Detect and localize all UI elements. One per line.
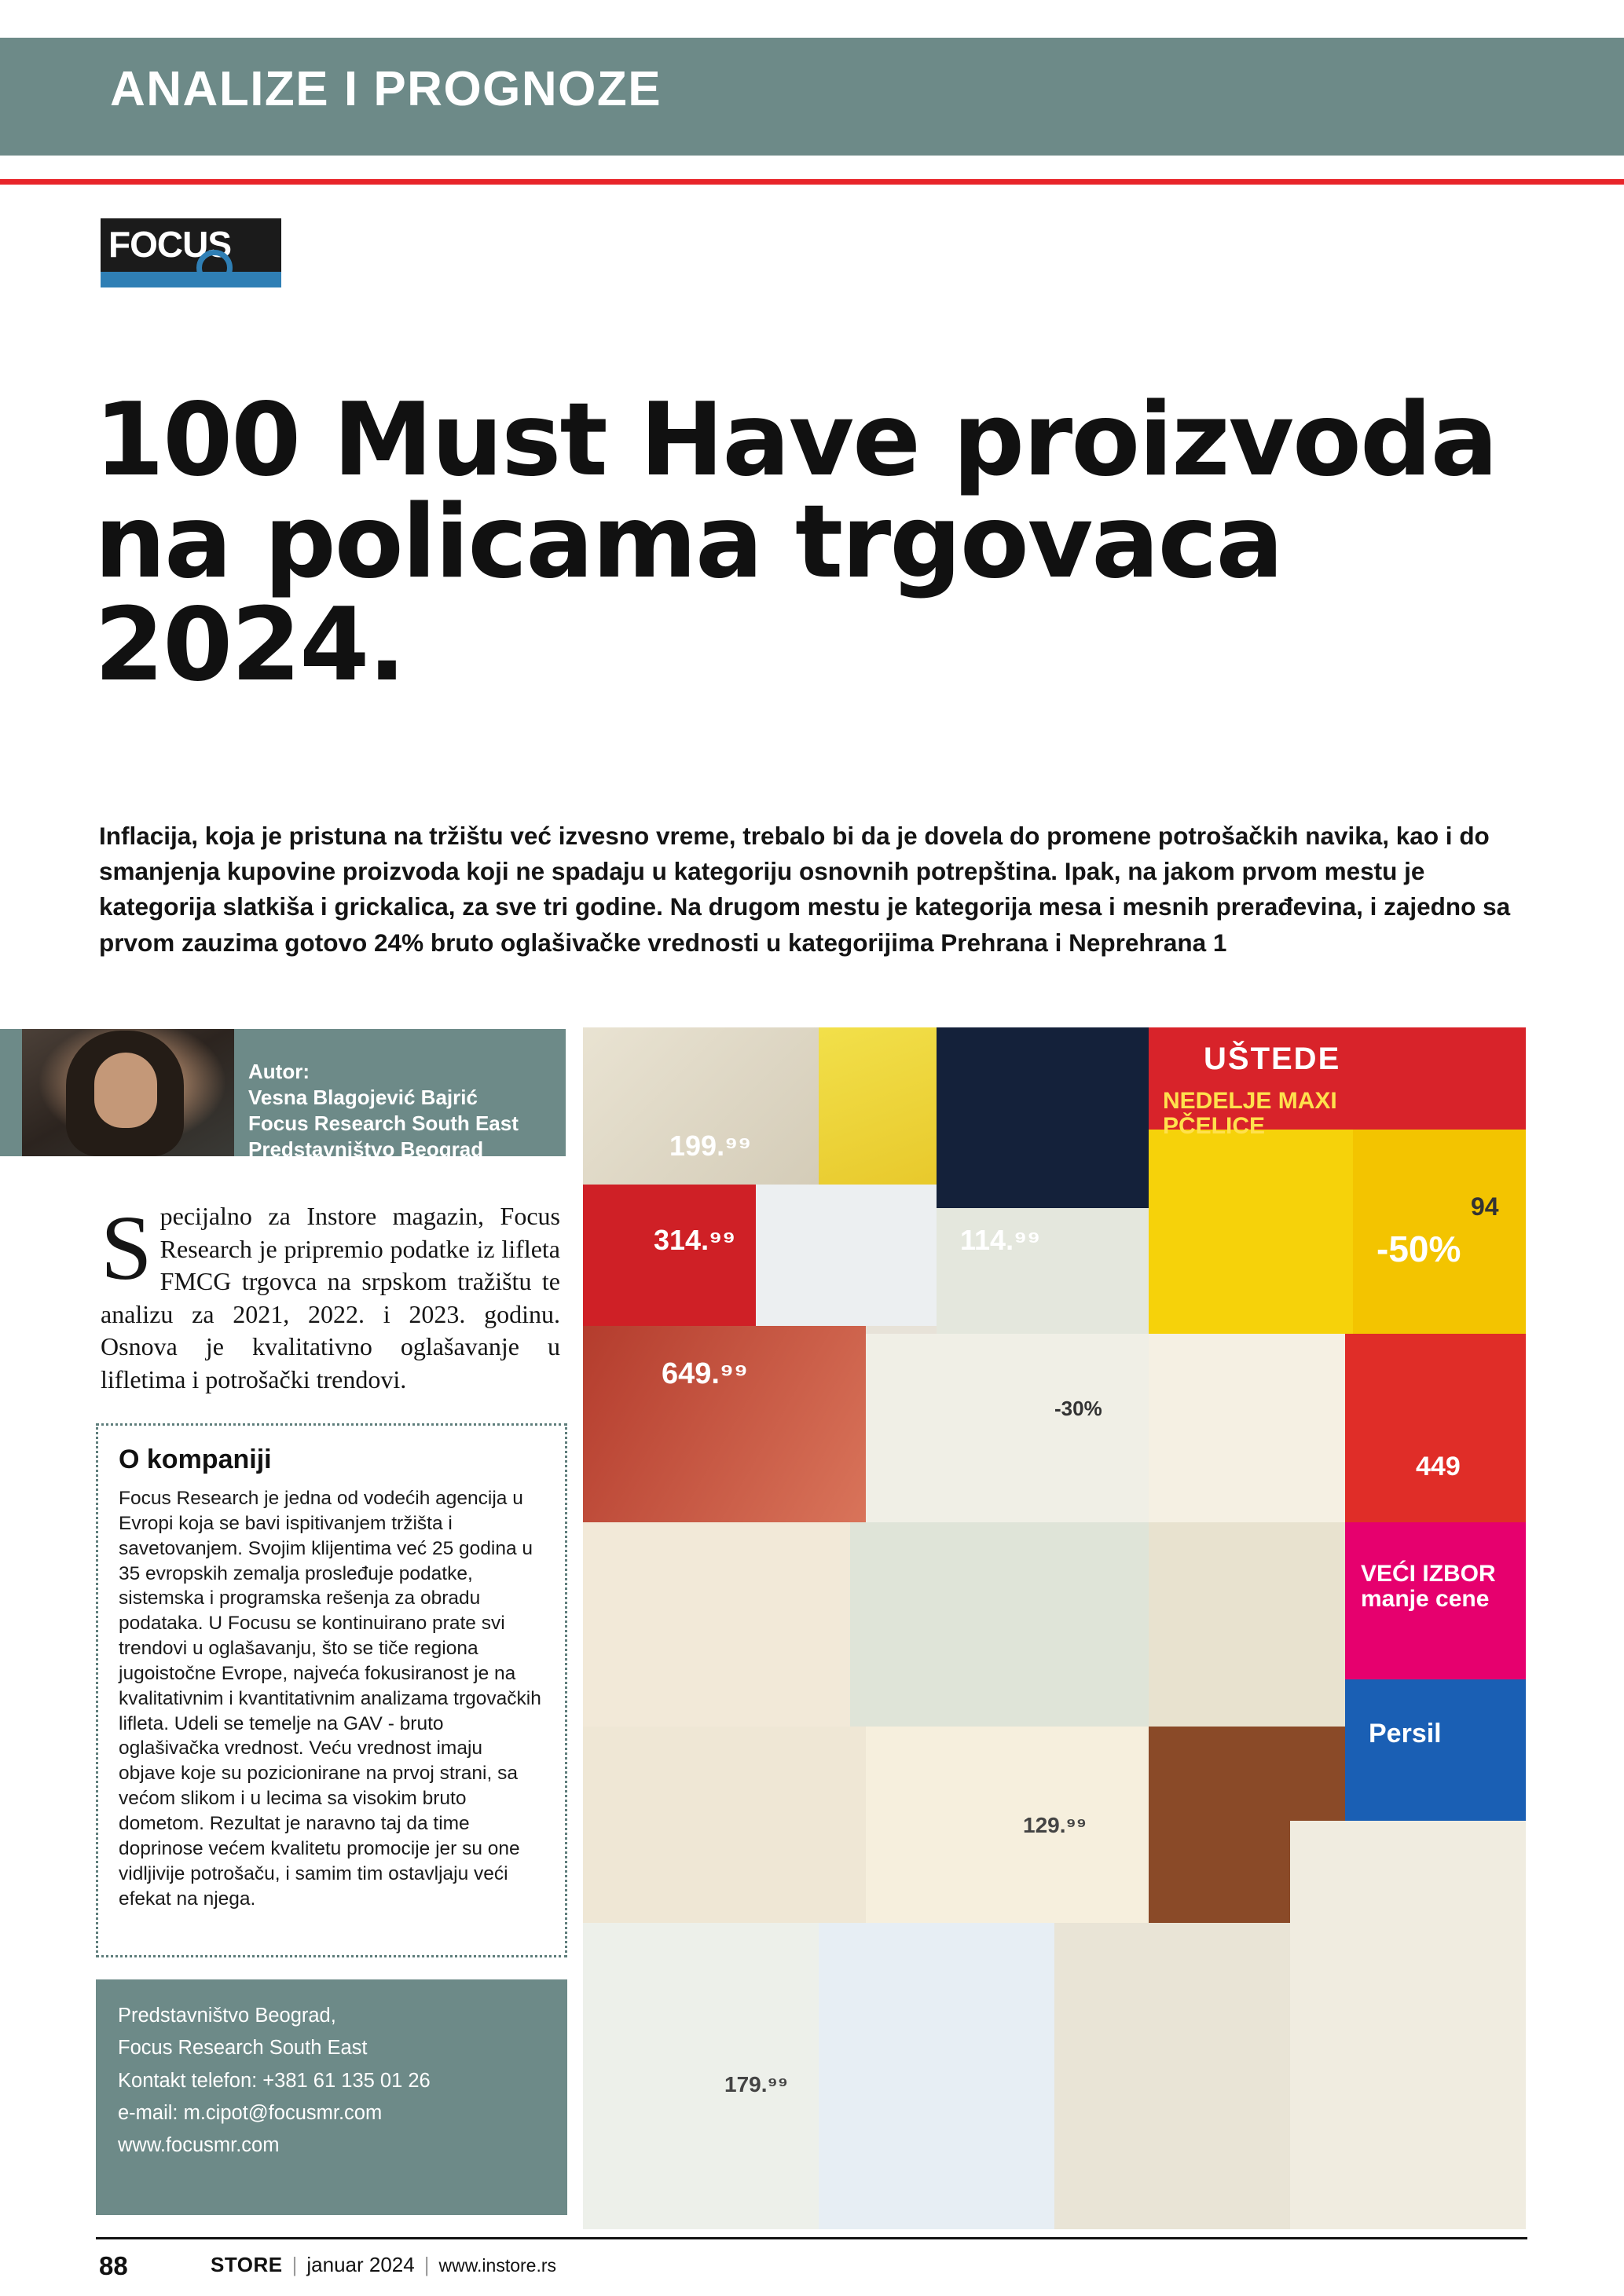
collage-label: 314.⁹⁹ bbox=[654, 1224, 736, 1256]
contact-website[interactable]: www.focusmr.com bbox=[118, 2134, 280, 2157]
collage-tile bbox=[1345, 1679, 1526, 1821]
collage-label: 129.⁹⁹ bbox=[1023, 1813, 1087, 1837]
collage-tile bbox=[819, 1027, 937, 1185]
author-photo bbox=[22, 1029, 234, 1156]
magazine-website[interactable]: www.instore.rs bbox=[438, 2255, 557, 2276]
collage-label: UŠTEDE bbox=[1204, 1042, 1341, 1076]
collage-tile bbox=[583, 1727, 866, 1923]
collage-tile bbox=[850, 1522, 1149, 1727]
collage-tile bbox=[937, 1027, 1149, 1208]
collage-tile bbox=[583, 1326, 866, 1522]
contact-office: Predstavništvo Beograd, bbox=[118, 2005, 336, 2027]
issue-date: januar 2024 bbox=[306, 2253, 415, 2276]
contact-phone: Kontakt telefon: +381 61 135 01 26 bbox=[118, 2069, 431, 2092]
page-number: 88 bbox=[99, 2251, 128, 2280]
company-info-title: O kompaniji bbox=[119, 1445, 272, 1474]
author-credit bbox=[248, 1059, 519, 1163]
company-info-body: Focus Research je jedna od vodećih agencija u Evropi koja se bavi ispitivanjem tržišta i savetovanjem. Svojim klijentima već 25 godina u 35 evropskih zemalja prosleđuje podatke, sistemska i programska rešenja za obradu podataka. U Focusu se kontinuirano prate svi trendovi u oglašavanju, što se tiče regiona jugoistočne Evrope, najveća fokusiranost je na kvalitativnim i kvantitativnim analizama trgovačkih lifleta. Udeli se temelje na GAV - bruto oglašivačka vrednost. Veću vrednost imaju objave koje su pozicionirane na prvoj strani, sa većom slikom i u lecima sa visokim bruto dometom. Rezultat je naravno taj da time doprinose većem kvalitetu promocije jer su one vidljivije potrošaču, i samim tim ostavljaju veći efekat na njega. bbox=[119, 1488, 541, 1910]
article-deck: Inflacija, koja je pristuna na tržištu već izvesno vreme, trebalo bi da je dovela do promene potrošačkih navika, kao i do smanjenja kupovine proizvoda koji ne spadaju u kategoriju osnovnih potrepština. Ipak, na jakom prvom mestu je kategorija slatkiša i grickalica, za sve tri godine. Na drugom mestu je kategorija mesa i mesnih prerađevina, i zajedno sa prvom zauzima gotovo 24% bruto oglašivačke vrednosti u kategorijima Prehrana i Neprehrana 1 bbox=[99, 821, 1511, 957]
collage-label: NEDELJE MAXI PČELICE bbox=[1163, 1088, 1337, 1139]
contact-company: Focus Research South East bbox=[118, 2037, 368, 2060]
intro-dropcap: S bbox=[101, 1196, 152, 1299]
collage-tile bbox=[819, 1923, 1054, 2229]
collage-label: -30% bbox=[1054, 1397, 1102, 1420]
header-accent-rule bbox=[0, 179, 1624, 185]
focus-logo-text: FOCUS bbox=[108, 224, 231, 265]
collage-tile bbox=[1054, 1923, 1290, 2229]
collage-label: Persil bbox=[1369, 1719, 1442, 1749]
magazine-brand: STORE bbox=[211, 2253, 283, 2276]
leaflet-collage-image bbox=[583, 1027, 1526, 2229]
collage-tile bbox=[1149, 1130, 1353, 1334]
author-office: Predstavništvo Beograd bbox=[248, 1137, 484, 1162]
author-company: Focus Research South East bbox=[248, 1111, 519, 1136]
collage-label: 179.⁹⁹ bbox=[724, 2072, 789, 2096]
footer-separator: | bbox=[423, 2253, 430, 2276]
collage-tile bbox=[1345, 1334, 1526, 1522]
collage-label: 94 bbox=[1471, 1192, 1499, 1221]
collage-tile bbox=[1149, 1522, 1345, 1727]
company-info-box bbox=[96, 1423, 567, 1957]
collage-tile bbox=[866, 1727, 1149, 1923]
contact-box bbox=[96, 1979, 567, 2215]
collage-label: 199.⁹⁹ bbox=[669, 1130, 752, 1162]
focus-logo bbox=[101, 218, 281, 289]
article-headline: 100 Must Have proizvoda na policama trgovaca 2024. bbox=[94, 381, 1497, 704]
collage-tile bbox=[866, 1334, 1149, 1522]
focus-logo-underbar bbox=[101, 272, 281, 287]
collage-tile bbox=[756, 1185, 937, 1326]
collage-label: VEĆI IZBOR manje cene bbox=[1361, 1561, 1496, 1612]
footer-divider bbox=[96, 2237, 1527, 2239]
collage-label: 649.⁹⁹ bbox=[662, 1357, 749, 1390]
page-section-title: ANALIZE I PROGNOZE bbox=[110, 62, 662, 116]
author-label: Autor: bbox=[248, 1060, 310, 1083]
author-photo-face bbox=[94, 1053, 157, 1128]
collage-tile bbox=[1149, 1334, 1345, 1522]
footer-meta bbox=[211, 2253, 556, 2277]
collage-label: 114.⁹⁹ bbox=[960, 1224, 1041, 1256]
article-intro bbox=[101, 1196, 560, 1397]
footer-separator: | bbox=[291, 2253, 298, 2276]
author-name: Vesna Blagojević Bajrić bbox=[248, 1086, 478, 1110]
collage-tile bbox=[1290, 1821, 1526, 2229]
collage-tile bbox=[583, 1522, 850, 1727]
collage-label: -50% bbox=[1377, 1229, 1461, 1269]
collage-label: 449 bbox=[1416, 1452, 1461, 1481]
intro-text: pecijalno za Instore magazin, Focus Research je pripremio podatke iz lifleta FMCG trgovca na srpskom tražištu te analizu za 2021, 2022. i 2023. godinu. Osnova je kvalitativno oglašavanje u lifletima i potrošački trendovi. bbox=[101, 1202, 560, 1393]
contact-email: e-mail: m.cipot@focusmr.com bbox=[118, 2101, 383, 2124]
